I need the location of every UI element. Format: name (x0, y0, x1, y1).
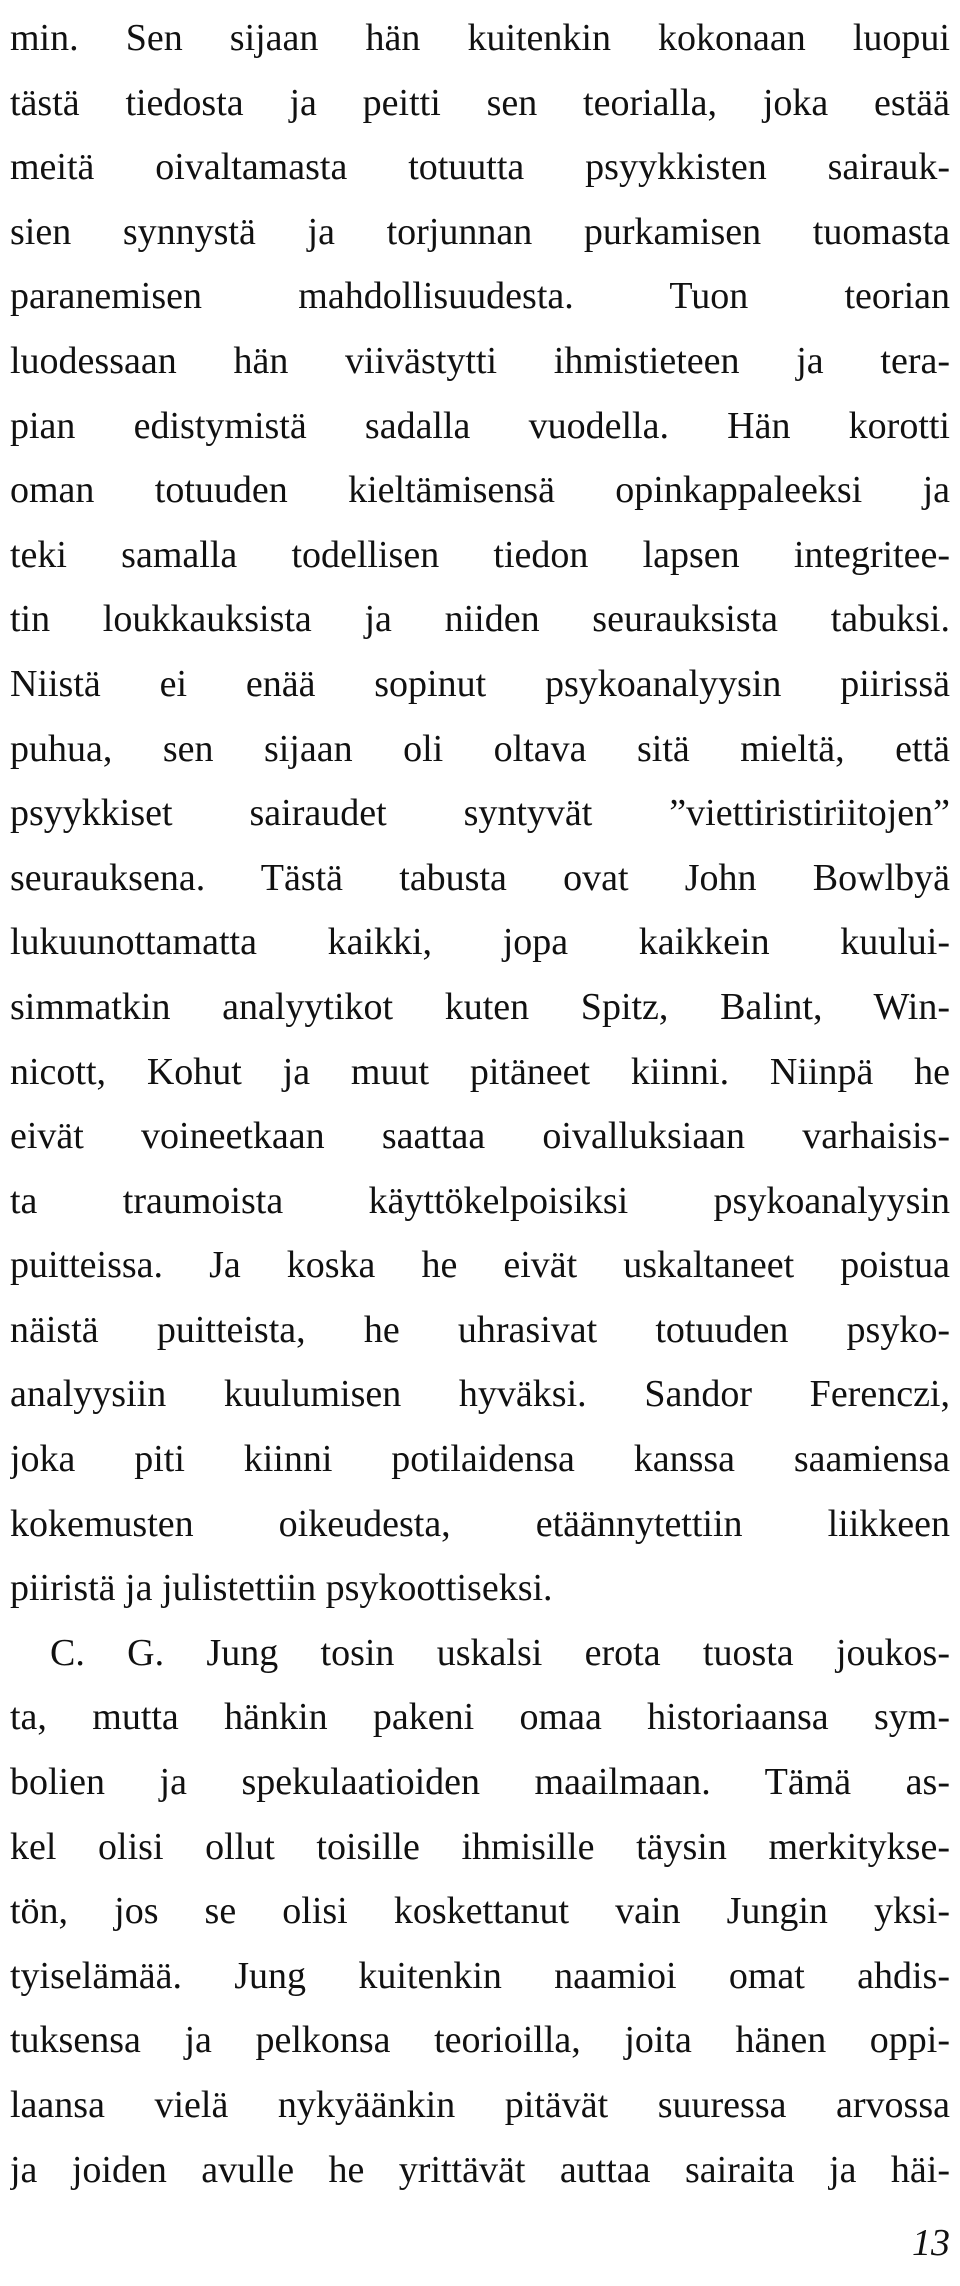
text-line: tästä tiedosta ja peitti sen teorialla, joka estää (10, 81, 950, 124)
text-line: paranemisen mahdollisuudesta. Tuon teorian (10, 275, 950, 318)
text-line: meitä oivaltamasta totuutta psyykkisten sairauk- (10, 146, 950, 189)
text-line: pian edistymistä sadalla vuodella. Hän korotti (10, 404, 950, 447)
body-text (10, 6, 950, 2202)
text-line: tön, jos se olisi koskettanut vain Jungin yksi- (10, 1890, 950, 1933)
paragraph-1 (10, 6, 950, 1621)
text-line: seurauksena. Tästä tabusta ovat John Bowlbyä (10, 856, 950, 899)
text-line: bolien ja spekulaatioiden maailmaan. Tämä as- (10, 1761, 950, 1804)
text-line: kel olisi ollut toisille ihmisille täysin merkitykse- (10, 1825, 950, 1868)
text-line: simmatkin analyytikot kuten Spitz, Balint, Win- (10, 985, 950, 1028)
text-line: luodessaan hän viivästytti ihmistieteen ja tera- (10, 339, 950, 382)
text-line: oman totuuden kieltämisensä opinkappaleeksi ja (10, 469, 950, 512)
text-line: puitteissa. Ja koska he eivät uskaltaneet poistua (10, 1244, 950, 1287)
text-line: sien synnystä ja torjunnan purkamisen tuomasta (10, 210, 950, 253)
text-line: analyysiin kuulumisen hyväksi. Sandor Ferenczi, (10, 1373, 950, 1416)
text-line: nicott, Kohut ja muut pitäneet kiinni. Niinpä he (10, 1050, 950, 1093)
paragraph-2 (10, 1621, 950, 2202)
text-line: psyykkiset sairaudet syntyvät ”viettiristiriitojen” (10, 792, 950, 835)
text-line: min. Sen sijaan hän kuitenkin kokonaan luopui (10, 17, 950, 59)
text-line: C. G. Jung tosin uskalsi erota tuosta joukos- (50, 1631, 950, 1674)
text-line: lukuunottamatta kaikki, jopa kaikkein kuului- (10, 921, 950, 964)
text-line: laansa vielä nykyäänkin pitävät suuressa arvossa (10, 2084, 950, 2126)
text-line: tuksensa ja pelkonsa teorioilla, joita hänen oppi- (10, 2019, 950, 2062)
page-number: 13 (912, 2222, 950, 2264)
text-line: puhua, sen sijaan oli oltava sitä mieltä, että (10, 727, 950, 770)
text-line: tin loukkauksista ja niiden seurauksista tabuksi. (10, 598, 950, 641)
text-line: piiristä ja julistettiin psykoottiseksi. (10, 1567, 553, 1610)
text-line: ta traumoista käyttökelpoisiksi psykoanalyysin (10, 1179, 950, 1222)
text-line: kokemusten oikeudesta, etäännytettiin liikkeen (10, 1502, 950, 1545)
text-line: eivät voineetkaan saattaa oivalluksiaan varhaisis- (10, 1115, 950, 1158)
text-line: teki samalla todellisen tiedon lapsen integritee- (10, 533, 950, 576)
text-line: joka piti kiinni potilaidensa kanssa saamiensa (10, 1438, 950, 1481)
text-line: näistä puitteista, he uhrasivat totuuden psyko- (10, 1308, 950, 1351)
text-line: tyiselämää. Jung kuitenkin naamioi omat ahdis- (10, 1954, 950, 1997)
text-line: ja joiden avulle he yrittävät auttaa sairaita ja häi- (10, 2148, 950, 2191)
text-line: ta, mutta hänkin pakeni omaa historiaansa sym- (10, 1696, 950, 1739)
text-line: Niistä ei enää sopinut psykoanalyysin piirissä (10, 662, 950, 705)
